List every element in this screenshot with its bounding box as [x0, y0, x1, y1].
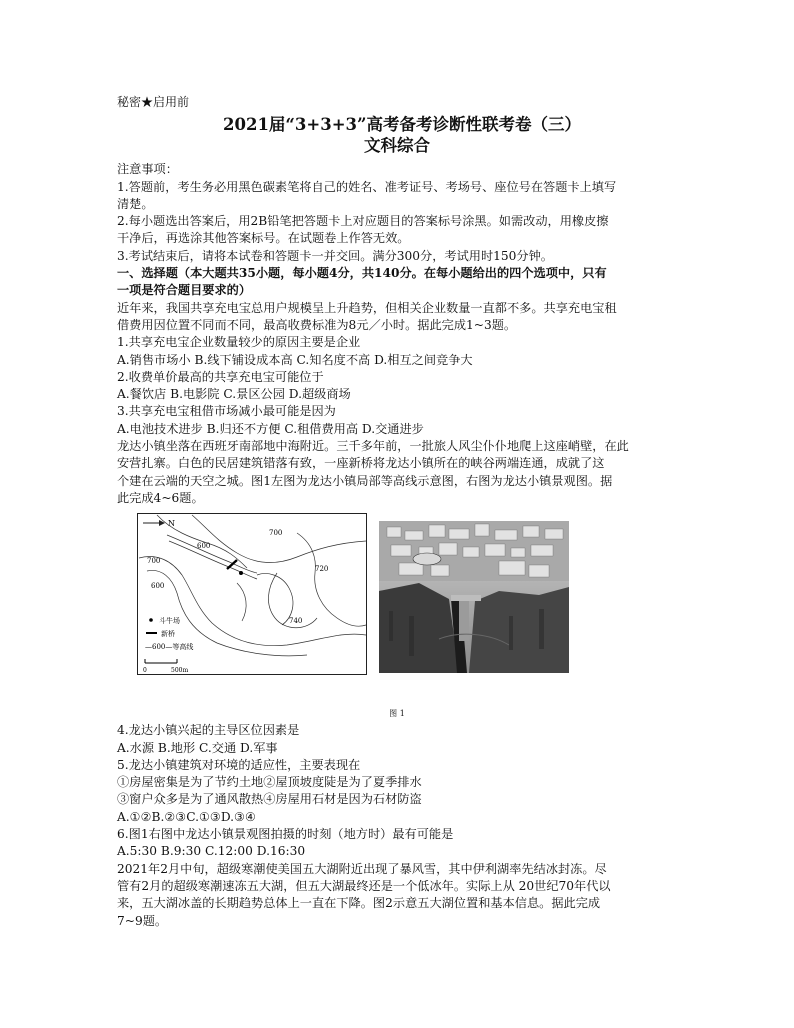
- section-heading-cont: 一项是符合题目要求的）: [117, 283, 252, 298]
- passage-3-line: 7~9题。: [117, 913, 168, 928]
- contour-label: 720: [315, 565, 329, 574]
- note-item-1: 1.答题前，考生务必用黑色碳素笔将自己的姓名、准考证号、考场号、座位号在答题卡上填写: [117, 179, 617, 194]
- contour-label: 600: [197, 542, 211, 551]
- section-heading: 一、选择题（本大题共35小题，每小题4分，共140分。在每小题给出的四个选项中，只有: [117, 266, 607, 281]
- contour-label: 600: [151, 582, 165, 591]
- note-item-2-cont: 干净后，再选涂其他答案标号。在试题卷上作答无效。: [117, 231, 410, 246]
- question-2-stem: 2.收费单价最高的共享充电宝可能位于: [117, 369, 324, 384]
- note-item-1-cont: 清楚。: [117, 196, 154, 211]
- question-6-stem: 6.图1右图中龙达小镇景观图拍摄的时刻（地方时）最有可能是: [117, 827, 454, 842]
- question-5-statements: ③窗户众多是为了通风散热④房屋用石材是因为石材防盗: [117, 792, 422, 807]
- passage-1-line: 近年来，我国共享充电宝总用户规模呈上升趋势，但相关企业数量一直都不多。共享充电宝租: [117, 300, 617, 315]
- passage-2-line: 龙达小镇坐落在西班牙南部地中海附近。三千多年前，一批旅人风尘仆仆地爬上这座峭壁，在此: [117, 439, 629, 454]
- passage-3-line: 管有2月的超级寒潮速冻五大湖，但五大湖最终还是一个低冰年。实际上从 20世纪70年代以: [117, 878, 611, 893]
- question-6-options: A.5:30 B.9:30 C.12:00 D.16:30: [117, 844, 306, 859]
- legend-contour: —600—等高线: [145, 643, 194, 652]
- legend-bullring: 斗牛场: [159, 617, 180, 626]
- secret-mark: 秘密★启用前: [117, 95, 190, 109]
- passage-3-line: 2021年2月中旬，超级寒潮使美国五大湖附近出现了暴风雪，其中伊利湖率先结冰封冻。尽: [117, 861, 607, 876]
- contour-label: 700: [147, 557, 161, 566]
- passage-3-line: 来，五大湖冰盖的长期趋势总体上一直在下降。图2示意五大湖位置和基本信息。据此完成: [117, 896, 601, 911]
- notes-heading: 注意事项：: [117, 162, 178, 177]
- question-4-stem: 4.龙达小镇兴起的主导区位因素是: [117, 723, 300, 738]
- question-5-stem: 5.龙达小镇建筑对环境的适应性，主要表现在: [117, 757, 361, 772]
- question-1-options: A.销售市场小 B.线下铺设成本高 C.知名度不高 D.相互之间竞争大: [117, 352, 473, 367]
- question-1-stem: 1.共享充电宝企业数量较少的原因主要是企业: [117, 335, 361, 350]
- passage-2-line: 安营扎寨。白色的民居建筑错落有致，一座新桥将龙达小镇所在的峡谷两端连通，成就了这: [117, 456, 605, 471]
- note-item-2: 2.每小题选出答案后，用2B铅笔把答题卡上对应题目的答案标号涂黑。如需改动，用橡皮擦: [117, 214, 609, 229]
- scale-zero: 0: [143, 667, 147, 675]
- north-label: N: [168, 519, 175, 529]
- ronda-landscape-photo: [379, 521, 569, 673]
- question-4-options: A.水源 B.地形 C.交通 D.军事: [117, 740, 278, 755]
- question-5-statements: ①房屋密集是为了节约土地②屋顶坡度陡是为了夏季排水: [117, 775, 422, 790]
- question-5-options: A.①②B.②③C.①③D.③④: [117, 809, 256, 824]
- question-3-options: A.电池技术进步 B.归还不方便 C.租借费用高 D.交通进步: [117, 421, 424, 436]
- figure-1-caption: 图 1: [389, 709, 405, 719]
- passage-1-line: 借费用因位置不同而不同，最高收费标准为8元／小时。据此完成1~3题。: [117, 317, 517, 332]
- contour-label: 740: [289, 617, 303, 626]
- passage-2-line: 个建在云端的天空之城。图1左图为龙达小镇局部等高线示意图，右图为龙达小镇景观图。据: [117, 473, 613, 488]
- passage-2-line: 此完成4~6题。: [117, 490, 204, 505]
- note-item-3: 3.考试结束后，请将本试卷和答题卡一并交回。满分300分，考试用时150分钟。: [117, 248, 553, 263]
- legend-bridge: 新桥: [161, 630, 175, 639]
- exam-page: [117, 94, 677, 930]
- exam-title: 2021届“3+3+3”高考备考诊断性联考卷（三）: [223, 115, 581, 135]
- subject-title: 文科综合: [364, 136, 430, 156]
- figure-1: [117, 513, 677, 707]
- scale-distance: 500m: [171, 667, 189, 675]
- contour-map: [137, 513, 367, 675]
- contour-label: 700: [269, 529, 283, 538]
- question-2-options: A.餐饮店 B.电影院 C.景区公园 D.超级商场: [117, 387, 351, 402]
- question-3-stem: 3.共享充电宝租借市场减小最可能是因为: [117, 404, 336, 419]
